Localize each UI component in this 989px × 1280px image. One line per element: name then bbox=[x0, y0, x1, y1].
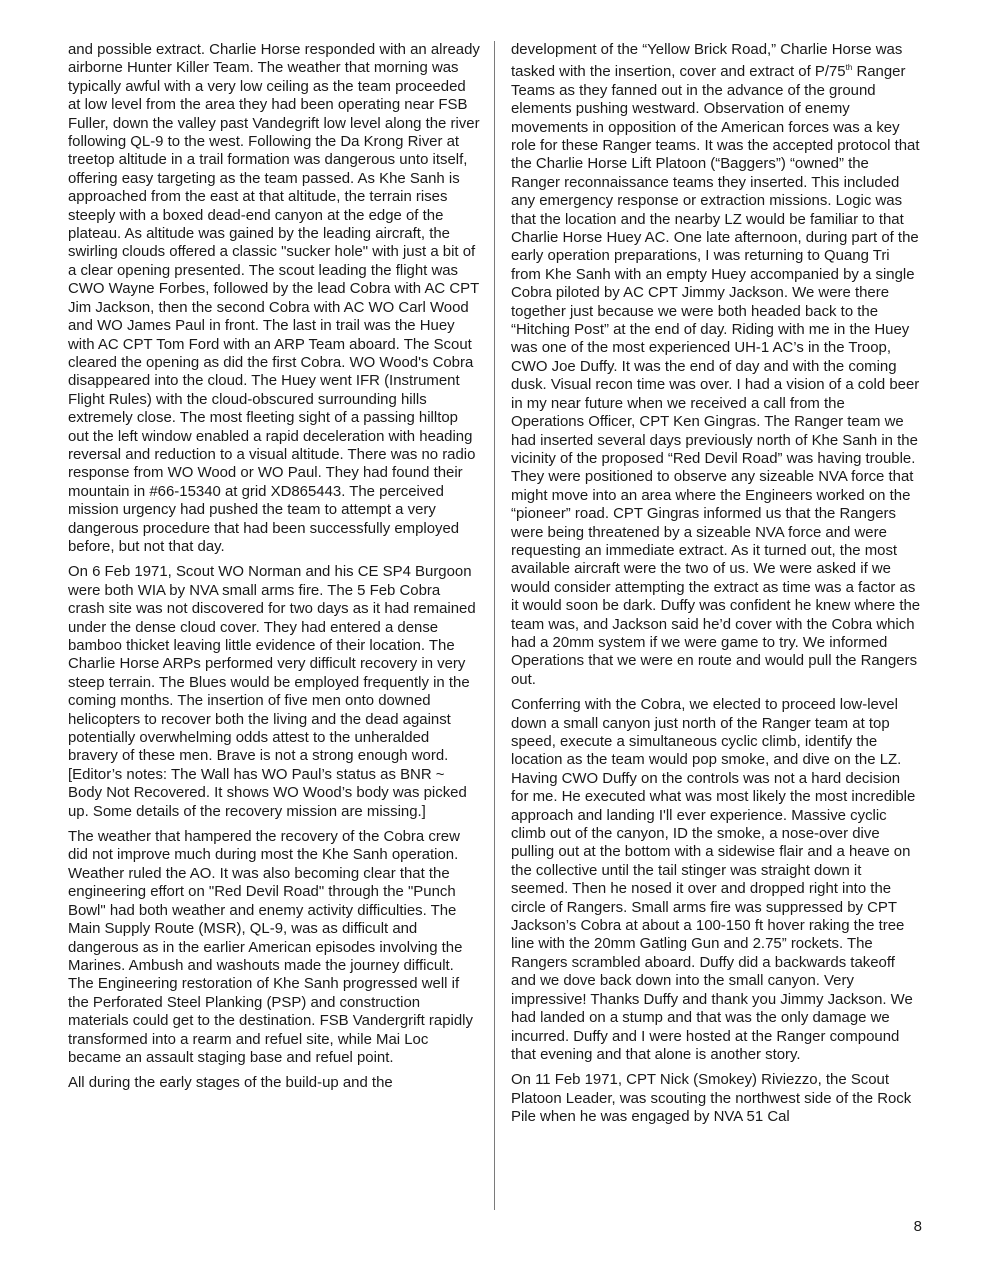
paragraph: The weather that hampered the recovery of the Cobra crew did not improve much during most the Khe Sanh operation. Weather ruled the AO. It was also becoming clear that the engineering effort on "Red Devil Road" through the "Punch Bowl" had both weather and enemy activity difficulties. The Main Supply Route (MSR), QL-9, was as difficult and dangerous as in the earlier American episodes involving the Marines. Ambush and washouts made the journey difficult. The Engineering restoration of Khe Sanh progressed well if the Perforated Steel Planking (PSP) and construction materials could get to the destination. FSB Vandergrift rapidly transformed into a rearm and refuel site, while Mai Loc became an assault staging base and refuel point. bbox=[68, 828, 473, 1066]
page-number: 8 bbox=[913, 1218, 922, 1235]
paragraph: Conferring with the Cobra, we elected to proceed low-level down a small canyon just north of the Ranger team at top speed, execute a simultaneous cyclic climb, identify the location as the team would pop smoke, and dive on the LZ. Having CWO Duffy on the controls was not a hard decision for me. He executed what was most likely the most incredible approach and landing I'll ever experience. Massive cyclic climb out of the canyon, ID the smoke, a nose-over dive pulling out at the bottom with a sidewise flair and a heave on the collective until the tail stinger was straight down it seemed. Then he nosed it over and dropped right into the circle of Rangers. Small arms fire was suppressed by CPT Jackson’s Cobra at about a 100-150 ft hover raking the tree line with the 20mm Gatling Gun and 2.75” rockets. The Rangers scrambled aboard. Duffy did a backwards takeoff and we dove back down into the small canyon. Very impressive! Thanks Duffy and thank you Jimmy Jackson. We had landed on a stump and that was the only damage we incurred. Duffy and I were hosted at the Ranger compound that evening and that alone is another story. bbox=[511, 696, 916, 1063]
column-divider bbox=[494, 41, 495, 1210]
left-column bbox=[68, 41, 480, 1100]
ordinal-superscript: th bbox=[845, 63, 853, 73]
paragraph-text: Ranger Teams as they fanned out in the advance of the ground elements pushing westward. Observation of enemy movements in opposition of the American forces was a key role for these Ranger teams. It was the accepted protocol that the Charlie Horse Lift Platoon (“Baggers”) “owned” the Ranger reconnaissance teams they inserted. This included any emergency response or extraction missions. Logic was that the location and the nearby LZ would be familiar to that Charlie Horse Huey AC. One late afternoon, during part of the early operation preparations, I was returning to Quang Tri from Khe Sanh with an empty Huey accompanied by a single Cobra piloted by AC CPT Jimmy Jackson. We were there together just because we were both headed back to the “Hitching Post” at the end of day. Riding with me in the Huey was one of the most experienced UH-1 AC’s in the Troop, CWO Joe Duffy. It was the end of day and with the coming dusk. Visual recon time was over. I had a vision of a cold beer in my near future when we received a call from the Operations Officer, CPT Ken Gingras. The Ranger team we had inserted several days previously north of Khe Sanh in the vicinity of the proposed “Red Devil Road” was having trouble. They were positioned to observe any sizeable NVA force that might move into an area where the Engineers worked on the “pioneer” road. CPT Gingras informed us that the Rangers were being threatened by a sizeable NVA force and were requesting an immediate extract. As it turned out, the most available aircraft were the two of us. We were asked if we would consider attempting the extract as time was a factor as it would soon be dark. Duffy was confident he knew where the team was, and Jackson said he’d cover with the Cobra which had a 20mm system if we were game to try. We informed Operations that we were en route and would pull the Rangers out. bbox=[511, 63, 921, 688]
paragraph-text: development of the “Yellow Brick Road,” Charlie Horse was tasked with the insertion, cover and extract of P/75 bbox=[511, 41, 903, 81]
paragraph: On 6 Feb 1971, Scout WO Norman and his CE SP4 Burgoon were both WIA by NVA small arms fire. The 5 Feb Cobra crash site was not discovered for two days as it had remained under the dense cloud cover. They had entered a dense bamboo thicket leaving little evidence of their location. The Charlie Horse ARPs performed very difficult recovery in very steep terrain. The Blues would be employed frequently in the coming months. The insertion of five men onto downed helicopters to recover both the living and the dead against potentially overwhelming odds attest to the unheralded bravery of these men. Brave is not a strong enough word. [Editor’s notes: The Wall has WO Paul’s status as BNR ~ Body Not Recovered. It shows WO Wood’s body was picked up. Some details of the recovery mission are missing.] bbox=[68, 563, 476, 820]
paragraph: All during the early stages of the build-up and the bbox=[68, 1074, 393, 1092]
paragraph bbox=[511, 41, 921, 689]
right-column bbox=[511, 41, 921, 1134]
paragraph: On 11 Feb 1971, CPT Nick (Smokey) Riviezzo, the Scout Platoon Leader, was scouting the northwest side of the Rock Pile when he was engaged by NVA 51 Cal bbox=[511, 1071, 912, 1126]
paragraph: and possible extract. Charlie Horse responded with an already airborne Hunter Killer Team. The weather that morning was typically awful with a very low ceiling as the team proceeded at low level from the area they had been operating near FSB Fuller, down the valley past Vandegrift low level along the river following QL-9 to the west. Following the Da Krong River at treetop altitude in a trail formation was dangerous unto itself, offering easy targeting as the team passed. As Khe Sanh is approached from the east at that altitude, the terrain rises steeply with a boxed dead-end canyon at the edge of the plateau. As altitude was gained by the leading aircraft, the swirling clouds offered a classic "sucker hole" with just a bit of a clear opening presented. The scout leading the flight was CWO Wayne Forbes, followed by the lead Cobra with AC CPT Jim Jackson, then the second Cobra with AC WO Carl Wood and WO James Paul in front. The last in trail was the Huey with AC CPT Tom Ford with an ARP Team aboard. The Scout cleared the opening as did the first Cobra. WO Wood's Cobra disappeared into the cloud. The Huey went IFR (Instrument Flight Rules) with the cloud-obscured surrounding hills extremely close. The most fleeting sight of a passing hilltop out the left window enabled a rapid deceleration with heading reversal and reduction to a visual altitude. There was no radio response from WO Wood or WO Paul. They had found their mountain in #66-15340 at grid XD865443. The perceived mission urgency had pushed the team to attempt a very dangerous procedure that had been successfully employed before, but not that day. bbox=[68, 41, 480, 555]
